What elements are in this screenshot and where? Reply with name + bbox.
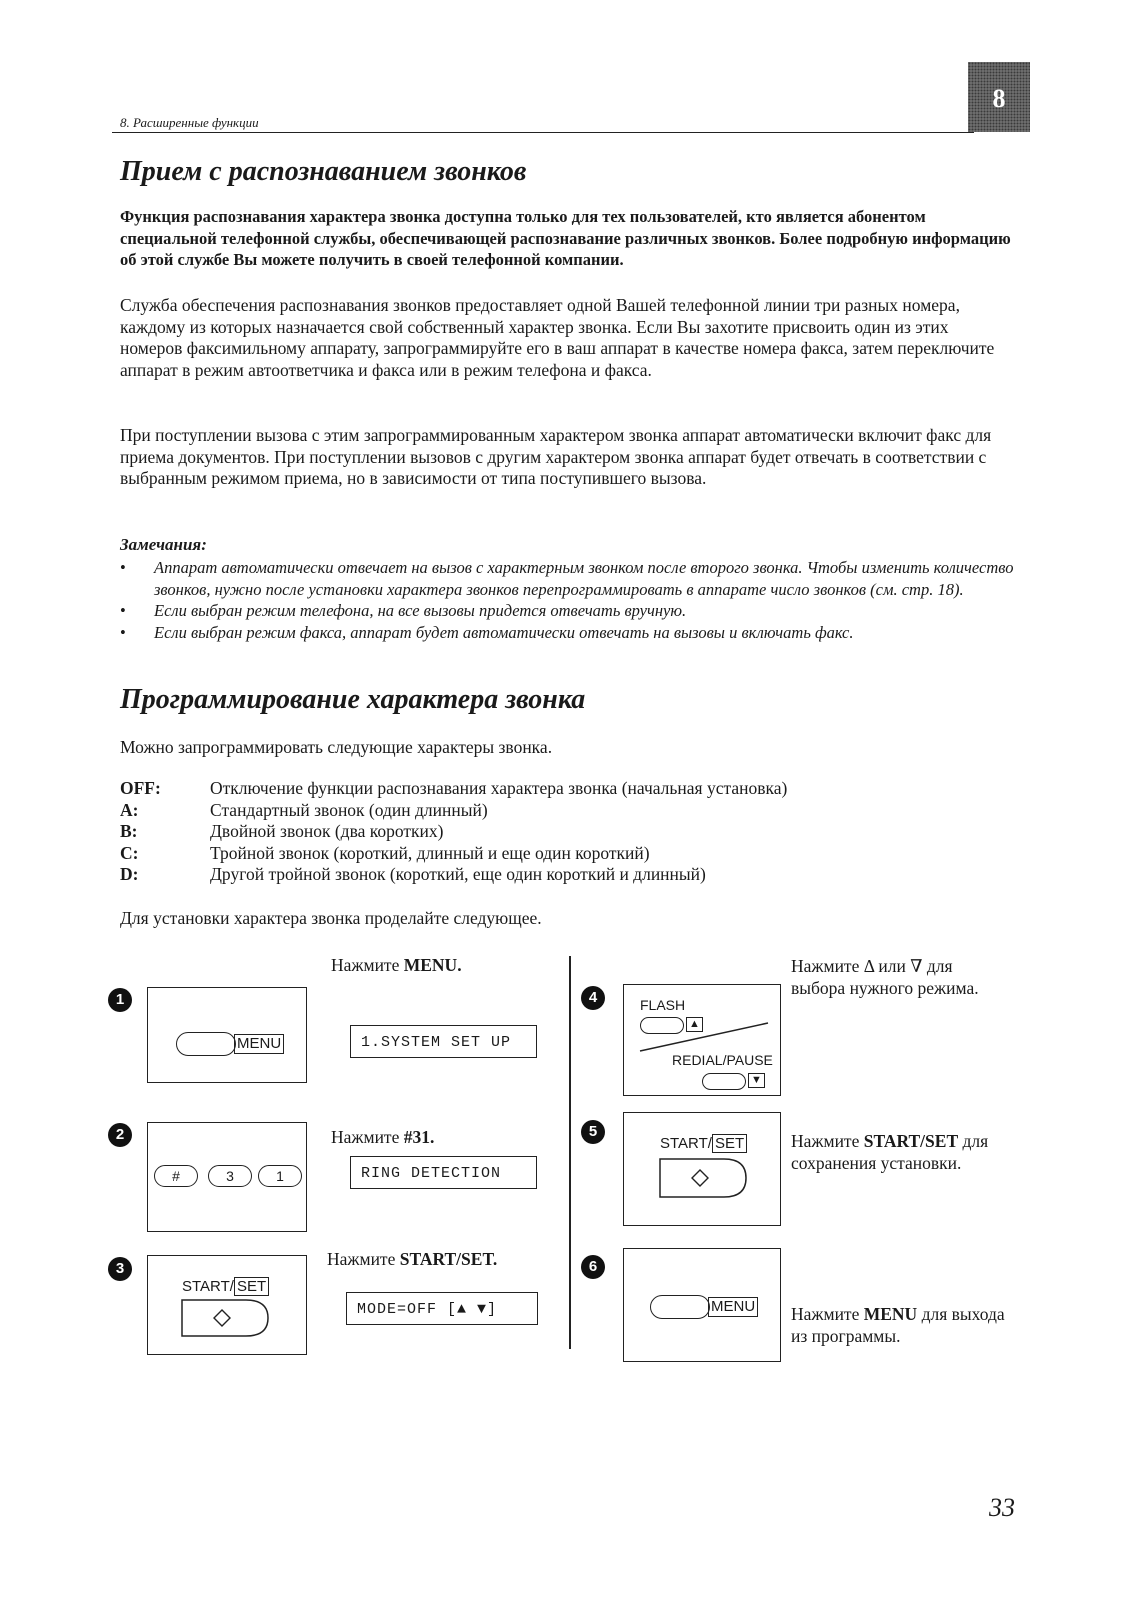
hash-key[interactable]: # <box>154 1165 198 1187</box>
step3-press: Нажмите <box>327 1249 400 1269</box>
down-arrow-icon[interactable]: ▼ <box>748 1073 765 1088</box>
start-set-label <box>660 1135 747 1153</box>
step3-instruction <box>327 1248 497 1270</box>
chapter-tab <box>968 62 1030 132</box>
step3-lcd: MODE=OFF [▲ ▼] <box>346 1292 538 1325</box>
mode-key: A: <box>120 799 139 820</box>
up-arrow-icon[interactable]: ▲ <box>686 1017 703 1032</box>
step-number-2: 2 <box>108 1123 132 1147</box>
step6-text-b: для выхода из программы. <box>791 1304 1005 1346</box>
header-rule <box>112 132 974 133</box>
section-title-ring-detection: Прием с распознаванием звонков <box>120 156 527 187</box>
step5-text-a: Нажмите <box>791 1131 864 1151</box>
step4-text-c: для выбора нужного режима. <box>791 956 979 998</box>
step1-lcd: 1.SYSTEM SET UP <box>350 1025 537 1058</box>
mode-desc: Другой тройной звонок (короткий, еще один короткий и длинный) <box>210 864 706 884</box>
step4-panel <box>623 984 781 1096</box>
step6-text-a: Нажмите <box>791 1304 864 1324</box>
step4-text-b: или <box>874 956 911 976</box>
start-diamond-icon <box>692 1170 708 1186</box>
note-item: • Аппарат автоматически отвечает на вызов с характерным звонком после второго звонка. Чтобы изменить количество звонков, нужно после установки характера звонков перепрограммировать в аппарате число звонков (см. стр. 18). <box>120 557 1020 600</box>
mode-row <box>120 778 787 800</box>
step4-instruction <box>791 955 1001 999</box>
separator-slash <box>638 1021 770 1053</box>
mode-row <box>120 843 787 865</box>
step5-key: START/SET <box>863 1131 959 1151</box>
step6-panel <box>623 1248 781 1362</box>
menu-key-label: MENU <box>708 1297 758 1317</box>
mode-desc: Стандартный звонок (один длинный) <box>210 799 488 820</box>
note-item: • Если выбран режим факса, аппарат будет автоматически отвечать на вызовы и включать факс. <box>120 622 1020 644</box>
step-number-5: 5 <box>581 1120 605 1144</box>
mode-row <box>120 800 787 822</box>
start-set-button[interactable] <box>658 1157 750 1199</box>
redial-oval-button[interactable] <box>702 1073 746 1090</box>
modes-table <box>120 778 787 886</box>
step-number-1: 1 <box>108 988 132 1012</box>
step6-key: MENU <box>863 1304 918 1324</box>
mode-row <box>120 821 787 843</box>
step6-instruction <box>791 1303 1011 1347</box>
steps-divider <box>569 956 571 1349</box>
menu-oval-button[interactable] <box>650 1295 710 1319</box>
step2-key: #31. <box>403 1127 435 1147</box>
step2-panel <box>147 1122 307 1232</box>
set-key-label: SET <box>712 1134 747 1153</box>
step1-panel <box>147 987 307 1083</box>
section-header: 8. Расширенные функции <box>120 115 259 130</box>
set-key-label: SET <box>234 1277 269 1296</box>
notes-title: Замечания: <box>120 535 207 554</box>
step-number-3: 3 <box>108 1257 132 1281</box>
step1-instruction <box>331 954 462 976</box>
mode-desc: Тройной звонок (короткий, длинный и еще один короткий) <box>210 842 650 863</box>
mode-desc: Двойной звонок (два коротких) <box>210 821 444 841</box>
mode-key: C: <box>120 842 139 863</box>
step-number-4: 4 <box>581 986 605 1010</box>
section-title-programming: Программирование характера звонка <box>120 684 586 715</box>
menu-oval-button[interactable] <box>176 1032 236 1056</box>
redial-pause-label: REDIAL/PAUSE <box>672 1052 773 1068</box>
chapter-tab-number: 8 <box>992 84 1006 113</box>
step4-text-a: Нажмите <box>791 956 864 976</box>
step5-instruction <box>791 1130 1011 1174</box>
important-notice: Функция распознавания характера звонка доступна только для тех пользователей, кто является абонентом специальной телефонной службы, обеспечивающей распознавание различных звонков. Более подробную информацию об этой службе Вы можете получить в своей телефонной компании. <box>120 207 1011 269</box>
mode-row <box>120 864 787 886</box>
mode-desc: Отключение функции распознавания характера звонка (начальная установка) <box>210 778 788 798</box>
start-diamond-icon <box>214 1310 230 1326</box>
mode-key: B: <box>120 821 138 841</box>
paragraph-behavior: При поступлении вызова с этим запрограммированным характером звонка аппарат автоматически включит факс для приема документов. При поступлении вызовов с другим характером звонка аппарат будет отвечать в соответствии с выбранным режимом приема, но в зависимости от типа поступившего вызова. <box>120 425 992 488</box>
step-number-6: 6 <box>581 1255 605 1279</box>
setup-line: Для установки характера звонка проделайте следующее. <box>120 908 542 928</box>
flash-label: FLASH <box>640 997 686 1013</box>
step1-press: Нажмите <box>331 955 404 975</box>
step2-lcd: RING DETECTION <box>350 1156 537 1189</box>
digit-3-key[interactable]: 3 <box>208 1165 252 1187</box>
up-triangle-icon: Δ <box>863 956 875 976</box>
down-triangle-icon: ∇ <box>910 956 923 976</box>
step2-instruction <box>331 1126 434 1148</box>
step5-panel <box>623 1112 781 1226</box>
start-set-label <box>182 1278 269 1296</box>
step2-press: Нажмите <box>331 1127 404 1147</box>
menu-key-label: MENU <box>234 1034 284 1054</box>
step3-key: START/SET. <box>399 1249 498 1269</box>
step3-panel <box>147 1255 307 1355</box>
note-item: • Если выбран режим телефона, на все вызовы придется отвечать вручную. <box>120 600 1020 622</box>
mode-key: OFF: <box>120 778 161 798</box>
notes-list <box>120 557 1020 643</box>
start-label: START/ <box>182 1278 234 1295</box>
page-number: 33 <box>989 1493 1015 1522</box>
start-set-button[interactable] <box>180 1298 272 1338</box>
start-label: START/ <box>660 1135 712 1152</box>
mode-key: D: <box>120 864 139 884</box>
paragraph-service: Служба обеспечения распознавания звонков предоставляет одной Вашей телефонной линии три разных номера, каждому из которых назначается свой собственный характер звонка. Если Вы захотите присвоить один из этих номеров факсимильному аппарату, запрограммируйте его в ваш аппарат в качестве номера факса, затем переключите аппарат в режим автоответчика и факса или в режим телефона и факса. <box>120 295 995 380</box>
digit-1-key[interactable]: 1 <box>258 1165 302 1187</box>
step5-text-b: для сохранения установки. <box>791 1131 989 1173</box>
modes-intro: Можно запрограммировать следующие характеры звонка. <box>120 737 553 757</box>
step1-key: MENU. <box>403 955 462 975</box>
